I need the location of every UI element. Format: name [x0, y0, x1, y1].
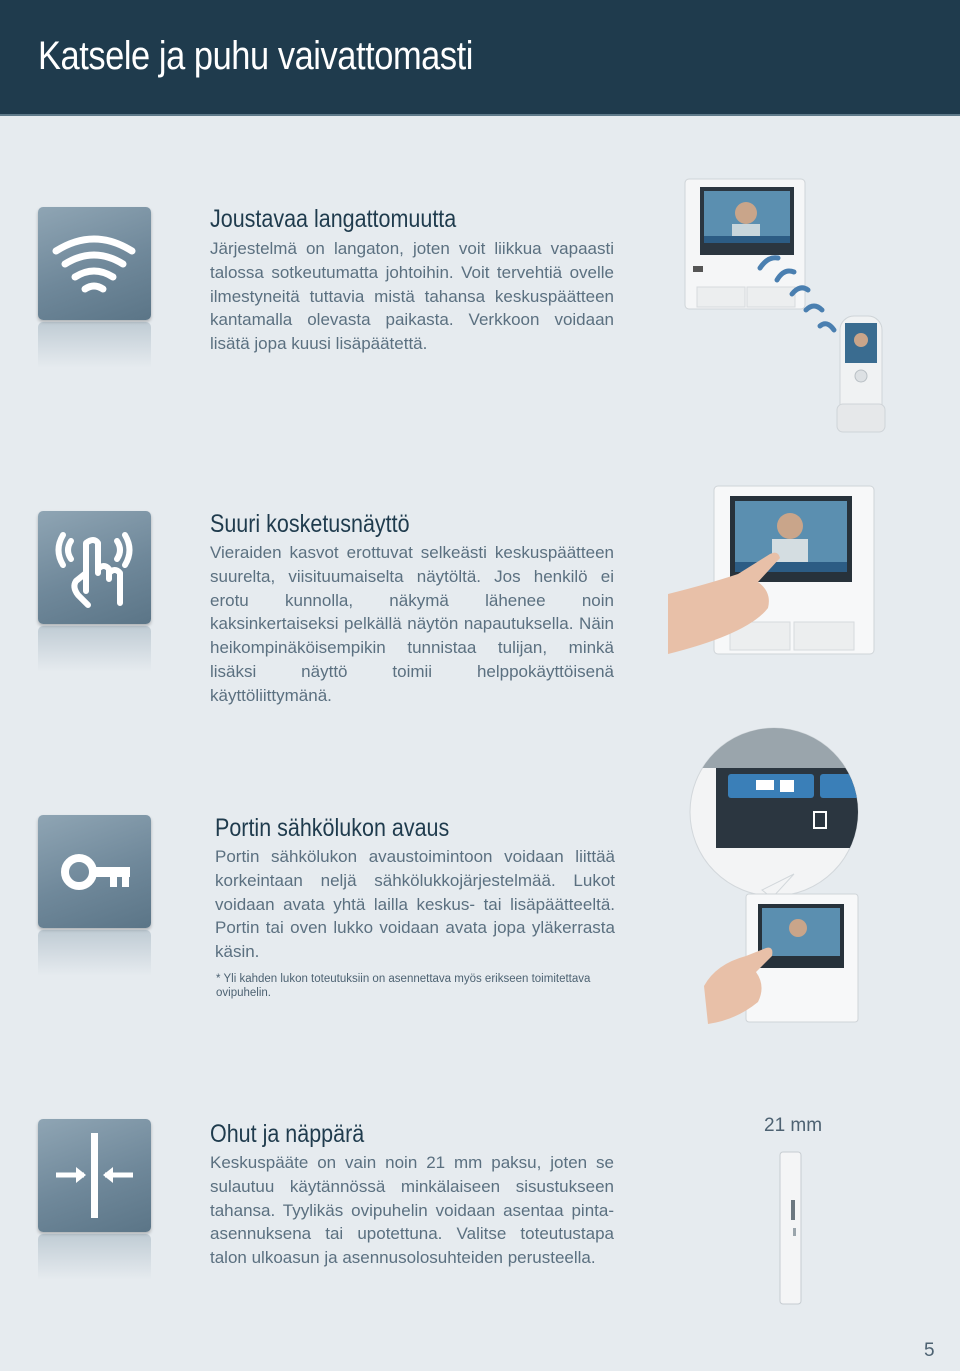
section-body-wireless: Järjestelmä on langaton, joten voit liikkua vapaasti talossa sotkeutumatta johtoihin. Voit tervehtiä ovelle ilmestyneitä tuttavia mistä tahansa keskuspäätteen kantamalla olevasta paikasta. Verkkoon voidaan lisätä jopa kuusi lisäpäätettä. [210, 239, 614, 354]
section-body-thin: Keskuspääte on vain noin 21 mm paksu, joten se sulautuu käytännössä minkälaiseen sisustukseen tahansa. Tyylikäs ovipuhelin voidaan asentaa pinta-asennuksena tai upotettuna. Valitse toteutustapa talon ulkoasun ja asennusolosuhteiden perusteella. [210, 1153, 614, 1268]
section-title-lock: Portin sähkölukon avaus [215, 814, 450, 842]
footnote-lock: * Yli kahden lukon toteutuksiin on asennettava myös erikseen toimitettava ovipuhelin. [216, 973, 591, 999]
touchscreen-monitor-image [668, 484, 876, 656]
section-title-wireless: Joustavaa langattomuutta [210, 205, 457, 233]
monitor-side-profile-image [776, 1148, 806, 1308]
key-tile [38, 815, 151, 928]
section-body-touch: Vieraiden kasvot erottuvat selkeästi keskuspäätteen suurelta, viisituumaiselta näytöltä. Jos henkilö ei erotu kunnolla, näkymä lähenee noin kaksinkertaiseksi pelkällä näytön napautuksella. Näin heikompinäköisempikin tunnistaa tulijan, minkä lisäksi näyttö toimii helppokäyttöisenä käyttöliittymänä. [210, 543, 614, 705]
wifi-tile [38, 207, 151, 320]
page-header [0, 0, 960, 116]
lock-button-zoom-image [686, 724, 864, 1026]
thin-tile [38, 1119, 151, 1232]
tile-reflection [38, 1234, 151, 1280]
touch-hand-icon [38, 511, 151, 624]
page-number: 5 [924, 1340, 935, 1361]
section-title-thin: Ohut ja näppärä [210, 1120, 365, 1148]
key-icon [38, 815, 151, 928]
thin-arrows-icon [38, 1119, 151, 1232]
touch-tile [38, 511, 151, 624]
wireless-monitor-image [682, 176, 892, 438]
thickness-label: 21 mm [764, 1115, 823, 1136]
tile-reflection [38, 322, 151, 368]
page-title: Katsele ja puhu vaivattomasti [38, 34, 473, 78]
section-body-lock: Portin sähkölukon avaustoimintoon voidaan liittää korkeintaan neljä sähkölukkojärjestelmää. Lukot voidaan avata yhtä lailla keskus- tai lisäpäätteeltä. Portin tai oven lukko voidaan avata jopa yläkerrasta käsin. [215, 847, 615, 962]
tile-reflection [38, 626, 151, 672]
wifi-icon [38, 207, 151, 320]
section-title-touch: Suuri kosketusnäyttö [210, 510, 410, 538]
tile-reflection [38, 930, 151, 976]
